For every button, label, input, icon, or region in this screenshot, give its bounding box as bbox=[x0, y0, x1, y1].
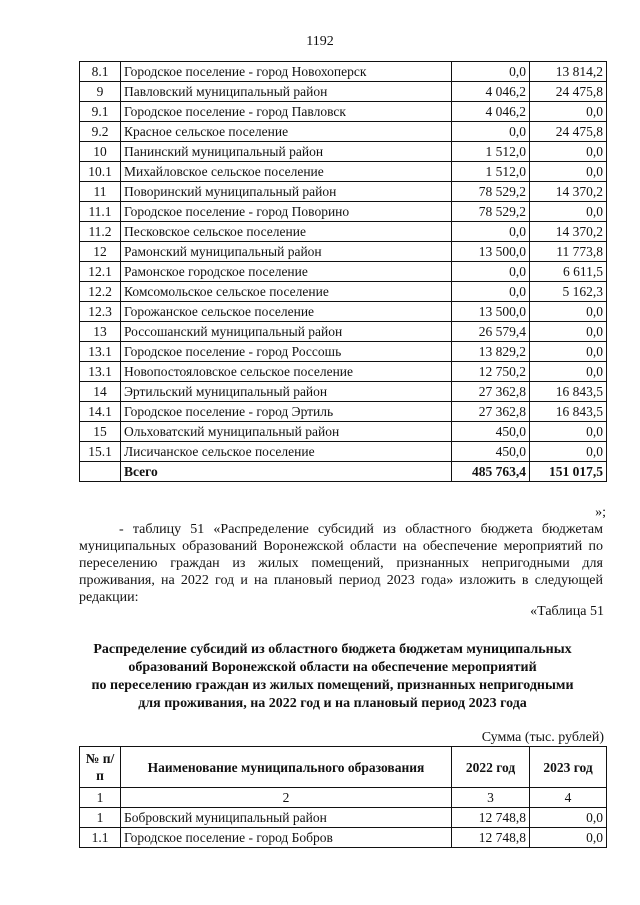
amount-2023-cell: 16 843,5 bbox=[530, 382, 607, 402]
municipality-name-cell: Бобровский муниципальный район bbox=[121, 808, 452, 828]
municipality-name-cell: Лисичанское сельское поселение bbox=[121, 442, 452, 462]
amount-2023-cell: 0,0 bbox=[530, 362, 607, 382]
header-num: № п/п bbox=[80, 747, 121, 788]
amount-2023-cell: 0,0 bbox=[530, 342, 607, 362]
row-number-cell: 9.2 bbox=[80, 122, 121, 142]
row-number-cell: 13 bbox=[80, 322, 121, 342]
amount-2022-cell: 13 500,0 bbox=[452, 302, 530, 322]
table-row bbox=[80, 282, 607, 302]
amount-2023-cell: 6 611,5 bbox=[530, 262, 607, 282]
row-number-cell: 11.2 bbox=[80, 222, 121, 242]
municipality-name-cell: Поворинский муниципальный район bbox=[121, 182, 452, 202]
table-row bbox=[80, 182, 607, 202]
amount-2022-cell: 78 529,2 bbox=[452, 182, 530, 202]
table-row bbox=[80, 422, 607, 442]
table-row bbox=[80, 382, 607, 402]
amount-2023-cell: 0,0 bbox=[530, 828, 607, 848]
amount-2023-cell: 0,0 bbox=[530, 322, 607, 342]
header-row bbox=[80, 747, 607, 788]
index-cell: 1 bbox=[80, 788, 121, 808]
amount-2022-cell: 78 529,2 bbox=[452, 202, 530, 222]
amount-2022-cell: 27 362,8 bbox=[452, 402, 530, 422]
table-row bbox=[80, 142, 607, 162]
amount-2022-cell: 0,0 bbox=[452, 222, 530, 242]
amount-2022-cell: 1 512,0 bbox=[452, 162, 530, 182]
table-row bbox=[80, 808, 607, 828]
amount-2022-cell: 485 763,4 bbox=[452, 462, 530, 482]
amount-2022-cell: 12 748,8 bbox=[452, 828, 530, 848]
municipality-name-cell: Красное сельское поселение bbox=[121, 122, 452, 142]
amount-2022-cell: 0,0 bbox=[452, 62, 530, 82]
row-number-cell: 12.1 bbox=[80, 262, 121, 282]
page-number: 1192 bbox=[306, 34, 334, 49]
amount-2023-cell: 0,0 bbox=[530, 302, 607, 322]
row-number-cell: 12.2 bbox=[80, 282, 121, 302]
index-cell: 4 bbox=[530, 788, 607, 808]
municipality-name-cell: Городское поселение - город Поворино bbox=[121, 202, 452, 222]
header-name: Наименование муниципального образования bbox=[121, 747, 452, 788]
amount-2022-cell: 12 748,8 bbox=[452, 808, 530, 828]
units-label: Сумма (тыс. рублей) bbox=[481, 730, 604, 745]
municipality-name-cell: Рамонское городское поселение bbox=[121, 262, 452, 282]
amendment-paragraph bbox=[79, 521, 603, 606]
municipality-name-cell: Павловский муниципальный район bbox=[121, 82, 452, 102]
row-number-cell: 11.1 bbox=[80, 202, 121, 222]
amount-2022-cell: 26 579,4 bbox=[452, 322, 530, 342]
amount-2022-cell: 1 512,0 bbox=[452, 142, 530, 162]
municipality-name-cell: Городское поселение - город Павловск bbox=[121, 102, 452, 122]
total-row bbox=[80, 462, 607, 482]
table-row bbox=[80, 122, 607, 142]
amount-2022-cell: 13 500,0 bbox=[452, 242, 530, 262]
municipality-name-cell: Ольховатский муниципальный район bbox=[121, 422, 452, 442]
table-heading bbox=[60, 641, 605, 713]
row-number-cell: 15.1 bbox=[80, 442, 121, 462]
amount-2022-cell: 13 829,2 bbox=[452, 342, 530, 362]
municipality-name-cell: Новопостояловское сельское поселение bbox=[121, 362, 452, 382]
row-number-cell: 11 bbox=[80, 182, 121, 202]
amount-2023-cell: 0,0 bbox=[530, 102, 607, 122]
row-number-cell: 14.1 bbox=[80, 402, 121, 422]
amount-2022-cell: 0,0 bbox=[452, 282, 530, 302]
heading-line: образований Воронежской области на обеспечение мероприятий bbox=[128, 660, 537, 675]
amount-2022-cell: 12 750,2 bbox=[452, 362, 530, 382]
row-number-cell: 9 bbox=[80, 82, 121, 102]
subsidy-table-51 bbox=[79, 746, 607, 848]
table-row bbox=[80, 362, 607, 382]
amount-2023-cell: 0,0 bbox=[530, 442, 607, 462]
amount-2023-cell: 0,0 bbox=[530, 162, 607, 182]
table-row bbox=[80, 322, 607, 342]
municipality-name-cell: Городское поселение - город Россошь bbox=[121, 342, 452, 362]
amount-2023-cell: 0,0 bbox=[530, 422, 607, 442]
table-body bbox=[80, 62, 607, 482]
table-row bbox=[80, 242, 607, 262]
paragraph-text: - таблицу 51 «Распределение субсидий из областного бюджета бюджетам муниципальных образований Воронежской области на обеспечение мероприятий по переселению граждан из жилых помещений, признанных непригодными для проживания, на 2022 год и на плановый период 2023 года» изложить в следующей редакции: bbox=[79, 522, 603, 605]
amount-2023-cell: 11 773,8 bbox=[530, 242, 607, 262]
row-number-cell: 14 bbox=[80, 382, 121, 402]
row-number-cell: 13.1 bbox=[80, 362, 121, 382]
municipality-name-cell: Городское поселение - город Эртиль bbox=[121, 402, 452, 422]
row-number-cell: 10 bbox=[80, 142, 121, 162]
amount-2022-cell: 27 362,8 bbox=[452, 382, 530, 402]
table-body bbox=[80, 788, 607, 848]
row-number-cell: 15 bbox=[80, 422, 121, 442]
table-row bbox=[80, 222, 607, 242]
amount-2023-cell: 5 162,3 bbox=[530, 282, 607, 302]
amount-2023-cell: 0,0 bbox=[530, 202, 607, 222]
row-number-cell: 1.1 bbox=[80, 828, 121, 848]
row-number-cell: 12.3 bbox=[80, 302, 121, 322]
amount-2022-cell: 0,0 bbox=[452, 262, 530, 282]
table-row bbox=[80, 302, 607, 322]
table-row bbox=[80, 442, 607, 462]
table-row bbox=[80, 202, 607, 222]
municipality-name-cell: Песковское сельское поселение bbox=[121, 222, 452, 242]
header-2023: 2023 год bbox=[530, 747, 607, 788]
municipality-name-cell: Панинский муниципальный район bbox=[121, 142, 452, 162]
row-number-cell: 13.1 bbox=[80, 342, 121, 362]
amount-2023-cell: 16 843,5 bbox=[530, 402, 607, 422]
table-row bbox=[80, 262, 607, 282]
amount-2022-cell: 0,0 bbox=[452, 122, 530, 142]
amount-2022-cell: 450,0 bbox=[452, 442, 530, 462]
closing-quote-mark: »; bbox=[595, 505, 606, 520]
row-number-cell: 10.1 bbox=[80, 162, 121, 182]
table-row bbox=[80, 82, 607, 102]
heading-line: для проживания, на 2022 год и на плановый период 2023 года bbox=[138, 696, 527, 711]
amount-2023-cell: 151 017,5 bbox=[530, 462, 607, 482]
row-number-cell: 1 bbox=[80, 808, 121, 828]
municipality-name-cell: Горожанское сельское поселение bbox=[121, 302, 452, 322]
municipality-name-cell: Михайловское сельское поселение bbox=[121, 162, 452, 182]
amount-2022-cell: 4 046,2 bbox=[452, 82, 530, 102]
index-cell: 3 bbox=[452, 788, 530, 808]
amount-2023-cell: 24 475,8 bbox=[530, 122, 607, 142]
municipality-name-cell: Всего bbox=[121, 462, 452, 482]
municipality-name-cell: Рамонский муниципальный район bbox=[121, 242, 452, 262]
amount-2023-cell: 14 370,2 bbox=[530, 222, 607, 242]
table-label: «Таблица 51 bbox=[530, 604, 604, 619]
subsidy-table-continued bbox=[79, 61, 607, 482]
amount-2023-cell: 14 370,2 bbox=[530, 182, 607, 202]
amount-2022-cell: 450,0 bbox=[452, 422, 530, 442]
row-number-cell: 8.1 bbox=[80, 62, 121, 82]
municipality-name-cell: Городское поселение - город Бобров bbox=[121, 828, 452, 848]
heading-line: Распределение субсидий из областного бюджета бюджетам муниципальных bbox=[93, 642, 572, 657]
municipality-name-cell: Городское поселение - город Новохоперск bbox=[121, 62, 452, 82]
table-row bbox=[80, 402, 607, 422]
amount-2023-cell: 0,0 bbox=[530, 808, 607, 828]
amount-2023-cell: 0,0 bbox=[530, 142, 607, 162]
table-row bbox=[80, 342, 607, 362]
amount-2023-cell: 24 475,8 bbox=[530, 82, 607, 102]
municipality-name-cell: Эртильский муниципальный район bbox=[121, 382, 452, 402]
row-number-cell: 12 bbox=[80, 242, 121, 262]
column-index-row bbox=[80, 788, 607, 808]
heading-line: по переселению граждан из жилых помещений, признанных непригодными bbox=[91, 678, 574, 693]
municipality-name-cell: Комсомольское сельское поселение bbox=[121, 282, 452, 302]
table-row bbox=[80, 62, 607, 82]
amount-2023-cell: 13 814,2 bbox=[530, 62, 607, 82]
table-row bbox=[80, 102, 607, 122]
header-2022: 2022 год bbox=[452, 747, 530, 788]
table-row bbox=[80, 828, 607, 848]
row-number-cell bbox=[80, 462, 121, 482]
index-cell: 2 bbox=[121, 788, 452, 808]
amount-2022-cell: 4 046,2 bbox=[452, 102, 530, 122]
row-number-cell: 9.1 bbox=[80, 102, 121, 122]
municipality-name-cell: Россошанский муниципальный район bbox=[121, 322, 452, 342]
table-row bbox=[80, 162, 607, 182]
